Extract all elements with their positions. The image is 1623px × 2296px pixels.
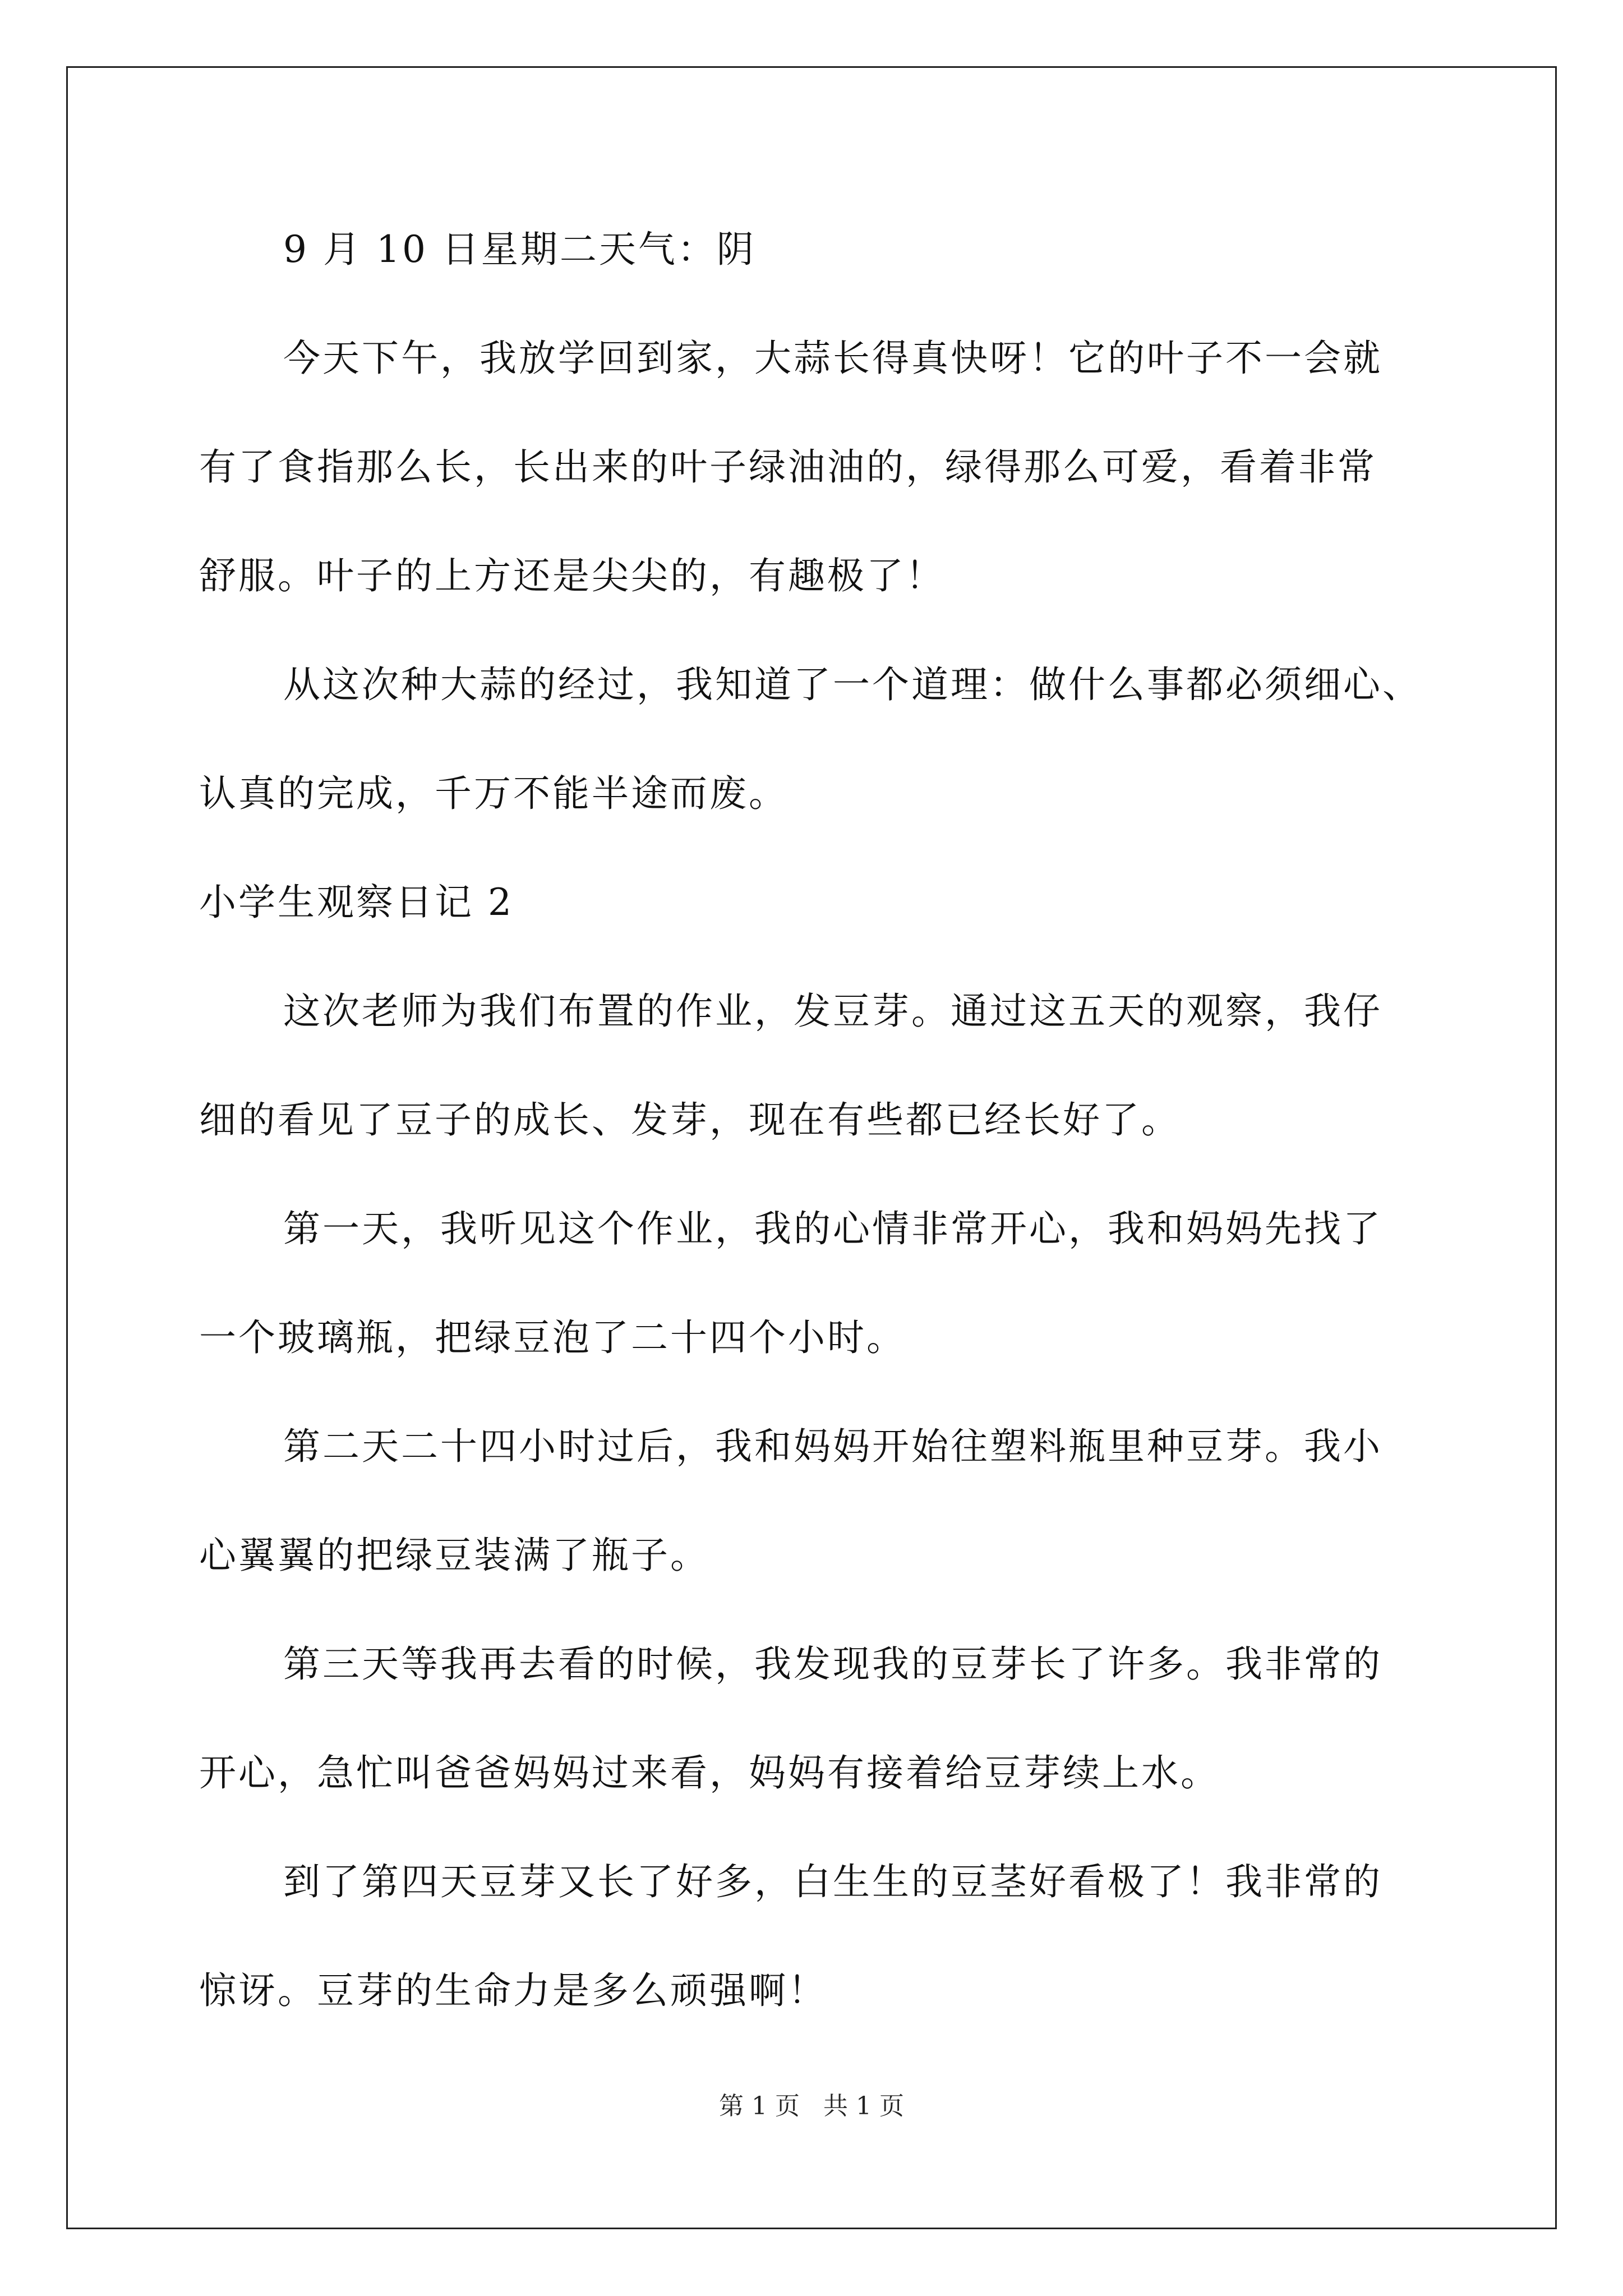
paragraph-line: 第三天等我再去看的时候，我发现我的豆芽长了许多。我非常的: [283, 1642, 1382, 1686]
paragraph-line: 舒服。叶子的上方还是尖尖的，有趣极了！: [199, 554, 945, 597]
paragraph-line: 第二天二十四小时过后，我和妈妈开始往塑料瓶里种豆芽。我小: [283, 1425, 1382, 1468]
paragraph-line: 第一天，我听见这个作业，我的心情非常开心，我和妈妈先找了: [283, 1207, 1382, 1250]
paragraph-line: 到了第四天豆芽又长了好多，白生生的豆茎好看极了！我非常的: [283, 1860, 1382, 1903]
paragraph-line: 细的看见了豆子的成长、发芽，现在有些都已经长好了。: [199, 1098, 1181, 1142]
paragraph-line: 心翼翼的把绿豆装满了瓶子。: [199, 1534, 709, 1577]
paragraph-line: 一个玻璃瓶，把绿豆泡了二十四个小时。: [199, 1316, 906, 1359]
section-heading: 小学生观察日记 2: [199, 881, 514, 924]
paragraph-line: 有了食指那么长，长出来的叶子绿油油的，绿得那么可爱，看着非常: [199, 445, 1377, 489]
paragraph-line: 认真的完成，千万不能半途而废。: [199, 772, 788, 815]
paragraph-line: 开心，急忙叫爸爸妈妈过来看，妈妈有接着给豆芽续上水。: [199, 1751, 1220, 1795]
paragraph-line: 惊讶。豆芽的生命力是多么顽强啊！: [199, 1969, 827, 2012]
page-total: 共 1 页: [823, 2092, 904, 2120]
date-weather-line: 9 月 10 日星期二天气：阴: [283, 228, 756, 271]
paragraph-line: 从这次种大蒜的经过，我知道了一个道理：做什么事都必须细心、: [283, 663, 1422, 706]
paragraph-line: 这次老师为我们布置的作业，发豆芽。通过这五天的观察，我仔: [283, 990, 1382, 1033]
page-number: 第 1 页: [719, 2092, 800, 2120]
paragraph-line: 今天下午，我放学回到家，大蒜长得真快呀！它的叶子不一会就: [283, 337, 1382, 380]
page-footer: [0, 2090, 1623, 2123]
